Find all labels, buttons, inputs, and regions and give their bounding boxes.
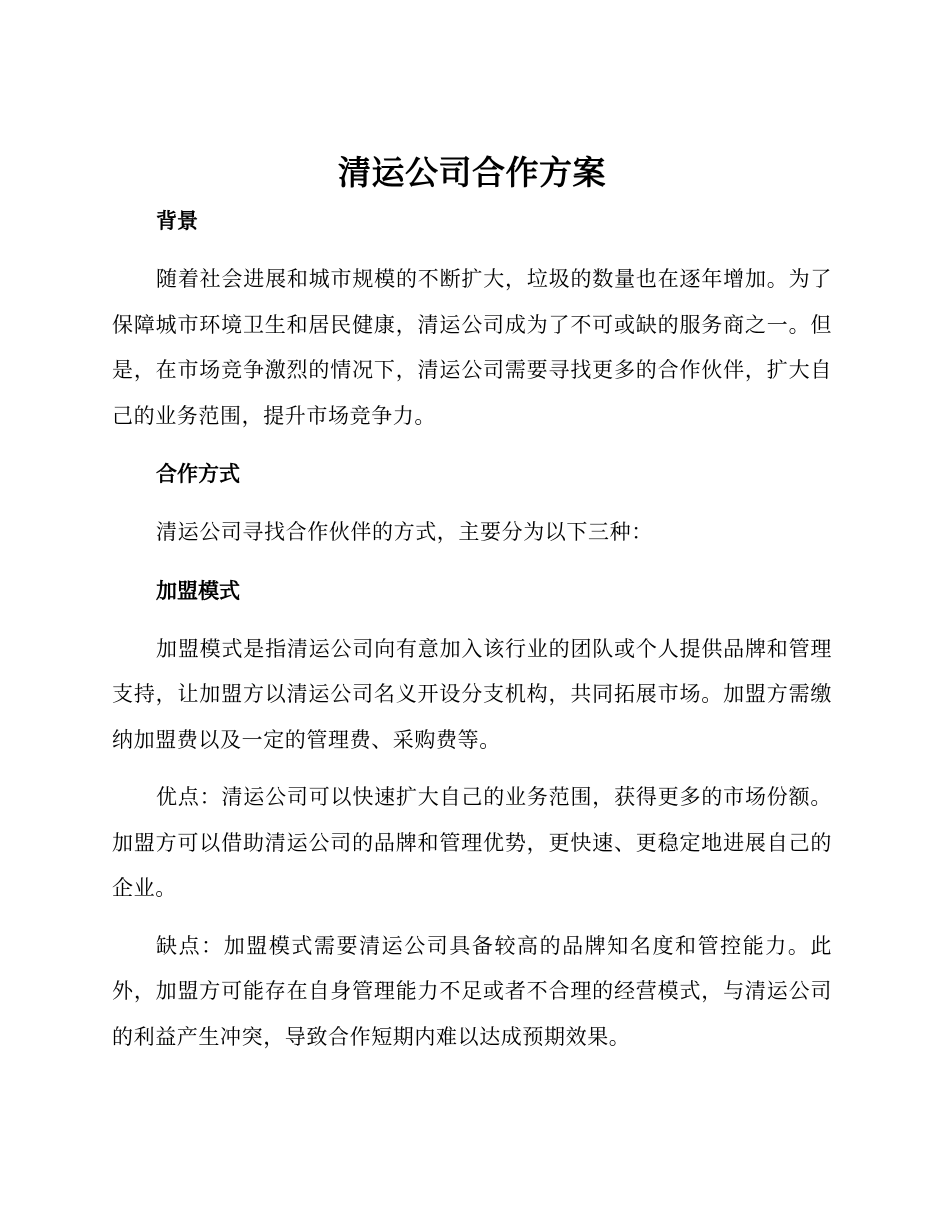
franchise-mode-description: 加盟模式是指清运公司向有意加入该行业的团队或个人提供品牌和管理支持，让加盟方以清运公司名义开设分支机构，共同拓展市场。加盟方需缴纳加盟费以及一定的管理费、采购费等。 [112,636,832,752]
section-heading-background: 背景 [156,209,198,233]
franchise-mode-disadvantages: 缺点：加盟模式需要清运公司具备较高的品牌知名度和管控能力。此外，加盟方可能存在自身管理能力不足或者不合理的经营模式，与清运公司的利益产生冲突，导致合作短期内难以达成预期效果。 [112,933,832,1049]
section-heading-cooperation-methods: 合作方式 [156,462,240,486]
section-heading-franchise-mode: 加盟模式 [156,578,240,603]
background-paragraph: 随着社会进展和城市规模的不断扩大，垃圾的数量也在逐年增加。为了保障城市环境卫生和居民健康，清运公司成为了不可或缺的服务商之一。但是，在市场竞争激烈的情况下，清运公司需要寻找更多的合作伙伴，扩大自己的业务范围，提升市场竞争力。 [112,267,832,428]
cooperation-methods-paragraph: 清运公司寻找合作伙伴的方式，主要分为以下三种： [156,520,653,544]
document-title: 清运公司合作方案 [338,153,606,192]
franchise-mode-advantages: 优点：清运公司可以快速扩大自己的业务范围，获得更多的市场份额。加盟方可以借助清运公司的品牌和管理优势，更快速、更稳定地进展自己的企业。 [112,785,832,900]
document-page [112,150,832,1060]
